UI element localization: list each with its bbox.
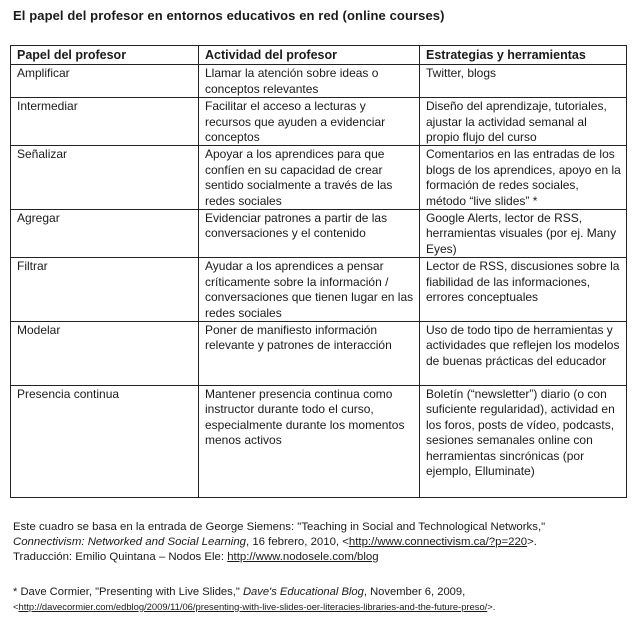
connectivism-link[interactable]: http://www.connectivism.ca/?p=220 [348,535,528,548]
footnote-blog-title: Dave's Educational Blog [242,586,364,598]
cell-activity: Apoyar a los aprendices para que confíen en su capacidad de crear sentido socialmente a través de las redes sociales [199,146,420,210]
cell-role: Señalizar [11,146,199,210]
table-row [11,146,627,210]
cell-role: Agregar [11,210,199,258]
cell-activity: Mantener presencia continua como instructor durante todo el curso, especialmente durante los momentos menos activos [199,385,420,497]
cell-strategies: Diseño del aprendizaje, tutoriales, ajustar la actividad semanal al propio flujo del curso [420,98,627,146]
footnote-citation [13,585,633,600]
column-header-strategies: Estrategias y herramientas [420,46,627,65]
cell-role: Modelar [11,321,199,385]
translation-line [13,550,628,565]
footnote-date: , November 6, 2009, [363,586,466,598]
column-header-activity: Actividad del profesor [199,46,420,65]
translation-credit: Traducción: Emilio Quintana – Nodos Ele: [13,550,228,563]
table-row [11,385,627,497]
footnote-link-close: >. [487,600,496,612]
table-row [11,321,627,385]
teacher-roles-table [10,45,627,498]
cell-role: Intermediar [11,98,199,146]
source-citation [13,535,628,550]
cell-role: Filtrar [11,258,199,322]
cell-strategies: Comentarios en las entradas de los blogs de los aprendices, apoyo en la formación de redes sociales, método “live slides” * [420,146,627,210]
source-note [13,520,628,564]
footnote-author: * Dave Cormier, "Presenting with Live Slides," [13,586,243,598]
cell-role: Presencia continua [11,385,199,497]
journal-title: Connectivism: Networked and Social Learning [13,535,246,548]
cell-strategies: Boletín (“newsletter”) diario (o con suficiente regularidad), actividad en los foros, posts de vídeo, podcasts, sesiones semanales online con herramientas sincrónicas (por ejemplo, Elluminate) [420,385,627,497]
cell-strategies: Uso de todo tipo de herramientas y actividades que reflejen los modelos de buenas prácticas del educador [420,321,627,385]
table-row [11,65,627,98]
citation-close: >. [527,535,537,548]
cell-activity: Ayudar a los aprendices a pensar críticamente sobre la información / conversaciones que tienen lugar en las redes sociales [199,258,420,322]
table-header-row [11,46,627,65]
cell-activity: Poner de manifiesto información relevante y patrones de interacción [199,321,420,385]
citation-date: , 16 febrero, 2010, < [246,535,349,548]
cell-role: Amplificar [11,65,199,98]
footnote [13,585,633,614]
source-line: Este cuadro se basa en la entrada de George Siemens: "Teaching in Social and Technological Networks," [13,521,546,533]
nodosele-link[interactable]: http://www.nodosele.com/blog [227,550,379,563]
cell-activity: Facilitar el acceso a lecturas y recursos que ayuden a evidenciar conceptos [199,98,420,146]
column-header-role: Papel del profesor [11,46,199,65]
footnote-link-open: < [13,600,19,612]
table-row [11,98,627,146]
footnote-link-line [13,600,633,615]
table-row [11,210,627,258]
cell-strategies: Twitter, blogs [420,65,627,98]
page-title: El papel del profesor en entornos educativos en red (online courses) [13,8,445,23]
cell-strategies: Lector de RSS, discusiones sobre la fiabilidad de las informaciones, errores conceptuales [420,258,627,322]
davecormier-link[interactable]: http://davecormier.com/edblog/2009/11/06/presenting-with-live-slides-oer-literacies-libraries-and-the-future-preso/ [18,600,488,612]
table-row [11,258,627,322]
cell-activity: Llamar la atención sobre ideas o conceptos relevantes [199,65,420,98]
cell-activity: Evidenciar patrones a partir de las conversaciones y el contenido [199,210,420,258]
cell-strategies: Google Alerts, lector de RSS, herramientas visuales (por ej. Many Eyes) [420,210,627,258]
